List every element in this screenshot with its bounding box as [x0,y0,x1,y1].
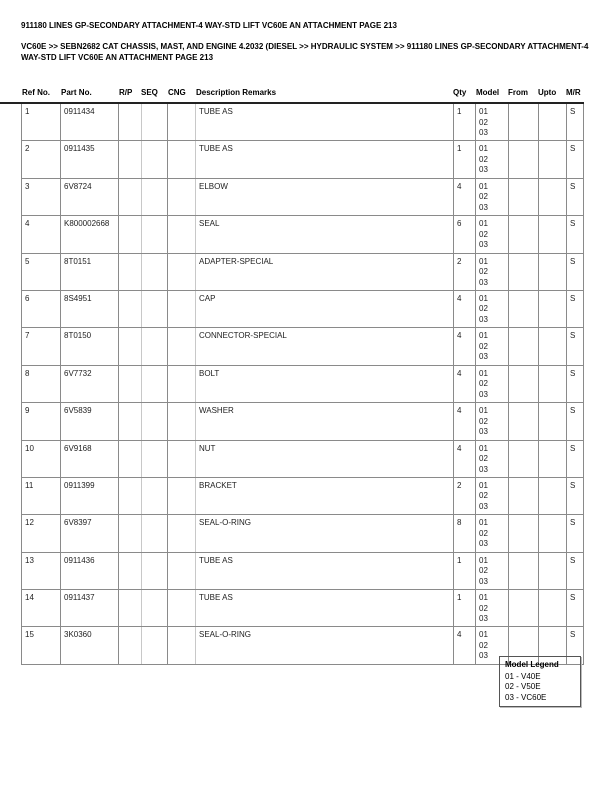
upto-cell [539,253,567,290]
from-cell [509,552,539,589]
model-code: 02 [479,379,488,389]
description-cell: TUBE AS [196,552,454,589]
rp-cell [119,440,142,477]
from-cell [509,403,539,440]
ref-no-cell: 5 [22,253,61,290]
col-header-ref: Ref No. [22,88,50,97]
cng-cell [168,178,196,215]
mr-cell: S [567,141,584,178]
seq-cell [142,104,168,141]
model-code: 02 [479,416,488,426]
part-no-cell: 8T0150 [61,328,119,365]
cng-cell [168,290,196,327]
col-header-qty: Qty [453,88,467,97]
model-code: 03 [479,576,488,586]
model-code: 03 [479,352,488,362]
table-row [22,477,584,514]
table-row [22,178,584,215]
upto-cell [539,552,567,589]
rp-cell [119,627,142,664]
description-cell: WASHER [196,403,454,440]
seq-cell [142,216,168,253]
upto-cell [539,141,567,178]
mr-cell: S [567,216,584,253]
rp-cell [119,590,142,627]
from-cell [509,477,539,514]
qty-cell: 2 [454,253,476,290]
model-cell [476,253,509,290]
cng-cell [168,141,196,178]
model-cell [476,590,509,627]
table-row [22,515,584,552]
model-code: 01 [479,406,488,416]
cng-cell [168,216,196,253]
seq-cell [142,365,168,402]
cng-cell [168,328,196,365]
mr-cell: S [567,440,584,477]
description-cell: SEAL-O-RING [196,515,454,552]
from-cell [509,290,539,327]
cng-cell [168,365,196,402]
upto-cell [539,440,567,477]
mr-cell: S [567,403,584,440]
model-code: 03 [479,128,488,137]
part-no-cell: 6V5839 [61,403,119,440]
seq-cell [142,552,168,589]
model-code: 02 [479,154,488,164]
seq-cell [142,440,168,477]
ref-no-cell: 15 [22,627,61,664]
legend-item: 02 - V50E [505,682,541,691]
part-no-cell: 6V7732 [61,365,119,402]
model-code: 02 [479,229,488,239]
from-cell [509,440,539,477]
model-code: 03 [479,464,488,474]
model-code: 03 [479,614,488,624]
model-code: 01 [479,331,488,341]
model-code: 01 [479,630,488,640]
model-code: 02 [479,267,488,277]
rp-cell [119,365,142,402]
rp-cell [119,515,142,552]
model-cell [476,328,509,365]
seq-cell [142,590,168,627]
col-header-upto: Upto [538,88,557,97]
upto-cell [539,477,567,514]
mr-cell: S [567,590,584,627]
cng-cell [168,590,196,627]
from-cell [509,141,539,178]
table-row [22,104,584,141]
seq-cell [142,477,168,514]
description-cell: CONNECTOR-SPECIAL [196,328,454,365]
model-code: 03 [479,539,488,549]
model-legend [499,656,581,707]
model-code: 03 [479,314,488,324]
ref-no-cell: 14 [22,590,61,627]
upto-cell [539,365,567,402]
model-cell [476,104,509,141]
description-cell: TUBE AS [196,141,454,178]
ref-no-cell: 10 [22,440,61,477]
part-no-cell: 6V8724 [61,178,119,215]
part-no-cell: 0911435 [61,141,119,178]
mr-cell: S [567,627,584,664]
qty-cell: 4 [454,627,476,664]
ref-no-cell: 6 [22,290,61,327]
qty-cell: 1 [454,590,476,627]
part-no-cell: K800002668 [61,216,119,253]
seq-cell [142,627,168,664]
mr-cell: S [567,515,584,552]
model-code: 03 [479,165,488,175]
description-cell: BOLT [196,365,454,402]
seq-cell [142,178,168,215]
model-code: 02 [479,304,488,314]
model-cell [476,365,509,402]
cng-cell [168,477,196,514]
rp-cell [119,141,142,178]
from-cell [509,253,539,290]
qty-cell: 4 [454,403,476,440]
table-row [22,552,584,589]
upto-cell [539,515,567,552]
cng-cell [168,104,196,141]
part-no-cell: 6V9168 [61,440,119,477]
table-row [22,216,584,253]
part-no-cell: 0911436 [61,552,119,589]
table-row [22,328,584,365]
rp-cell [119,178,142,215]
col-header-desc: Description Remarks [196,88,277,97]
description-cell: TUBE AS [196,104,454,141]
legend-item: 03 - VC60E [505,692,547,702]
breadcrumb: VC60E >> SEBN2682 CAT CHASSIS, MAST, AND ENGINE 4.2032 (DIESEL >> HYDRAULIC SYSTEM >> 911180 LINES GP-SECONDARY ATTACHMENT-4 WAY-STD LIFT VC60E AN ATTACHMENT PAGE 213 [21,42,589,62]
part-no-cell: 0911437 [61,590,119,627]
cng-cell [168,627,196,664]
seq-cell [142,515,168,552]
model-code: 02 [479,640,488,650]
model-cell [476,515,509,552]
table-row [22,141,584,178]
from-cell [509,178,539,215]
page-title: 911180 LINES GP-SECONDARY ATTACHMENT-4 WAY-STD LIFT VC60E AN ATTACHMENT PAGE 213 [21,21,397,30]
model-code: 02 [479,454,488,464]
model-code: 01 [479,593,488,603]
description-cell: TUBE AS [196,590,454,627]
qty-cell: 1 [454,104,476,141]
col-header-part: Part No. [61,88,92,97]
model-code: 01 [479,256,488,266]
mr-cell: S [567,328,584,365]
cng-cell [168,403,196,440]
model-code: 01 [479,107,488,116]
ref-no-cell: 1 [22,104,61,141]
legend-item: 01 - V40E [505,671,541,681]
qty-cell: 4 [454,328,476,365]
model-code: 03 [479,651,488,661]
model-code: 01 [479,293,488,303]
qty-cell: 1 [454,552,476,589]
rp-cell [119,552,142,589]
description-cell: ELBOW [196,178,454,215]
ref-no-cell: 13 [22,552,61,589]
model-code: 01 [479,480,488,490]
description-cell: SEAL-O-RING [196,627,454,664]
ref-no-cell: 4 [22,216,61,253]
from-cell [509,216,539,253]
rp-cell [119,477,142,514]
model-code: 03 [479,389,488,399]
mr-cell: S [567,477,584,514]
part-no-cell: 6V8397 [61,515,119,552]
from-cell [509,104,539,141]
model-code: 02 [479,117,488,127]
description-cell: CAP [196,290,454,327]
model-code: 01 [479,368,488,378]
rp-cell [119,216,142,253]
ref-no-cell: 12 [22,515,61,552]
description-cell: BRACKET [196,477,454,514]
cng-cell [168,515,196,552]
col-header-mr: M/R [566,88,581,97]
ref-no-cell: 11 [22,477,61,514]
model-cell [476,290,509,327]
model-code: 02 [479,491,488,501]
part-no-cell: 0911434 [61,104,119,141]
col-header-rp: R/P [119,88,133,97]
model-cell [476,440,509,477]
part-no-cell: 3K0360 [61,627,119,664]
model-code: 01 [479,181,488,191]
qty-cell: 4 [454,365,476,402]
seq-cell [142,328,168,365]
qty-cell: 4 [454,178,476,215]
col-header-cng: CNG [168,88,186,97]
ref-no-cell: 2 [22,141,61,178]
description-cell: NUT [196,440,454,477]
table-row [22,440,584,477]
qty-cell: 4 [454,290,476,327]
model-cell [476,178,509,215]
model-code: 02 [479,528,488,538]
model-cell [476,216,509,253]
model-code: 03 [479,240,488,250]
upto-cell [539,104,567,141]
mr-cell: S [567,365,584,402]
table-row [22,403,584,440]
mr-cell: S [567,552,584,589]
cng-cell [168,253,196,290]
part-no-cell: 8T0151 [61,253,119,290]
qty-cell: 8 [454,515,476,552]
model-code: 03 [479,427,488,437]
ref-no-cell: 8 [22,365,61,402]
table-row [22,365,584,402]
description-cell: SEAL [196,216,454,253]
col-header-from: From [508,88,528,97]
model-code: 01 [479,443,488,453]
table-row [22,290,584,327]
qty-cell: 2 [454,477,476,514]
model-code: 03 [479,277,488,287]
rp-cell [119,328,142,365]
description-cell: ADAPTER-SPECIAL [196,253,454,290]
mr-cell: S [567,253,584,290]
seq-cell [142,253,168,290]
cng-cell [168,440,196,477]
model-code: 02 [479,341,488,351]
part-no-cell: 0911399 [61,477,119,514]
from-cell [509,365,539,402]
qty-cell: 1 [454,141,476,178]
parts-table [21,104,584,665]
model-code: 02 [479,603,488,613]
upto-cell [539,290,567,327]
rp-cell [119,253,142,290]
upto-cell [539,328,567,365]
ref-no-cell: 7 [22,328,61,365]
part-no-cell: 8S4951 [61,290,119,327]
mr-cell: S [567,178,584,215]
model-code: 02 [479,566,488,576]
model-code: 01 [479,518,488,528]
col-header-seq: SEQ [141,88,158,97]
model-cell [476,552,509,589]
mr-cell: S [567,104,584,141]
model-code: 01 [479,555,488,565]
cng-cell [168,552,196,589]
model-code: 03 [479,202,488,212]
model-cell [476,477,509,514]
rp-cell [119,104,142,141]
upto-cell [539,178,567,215]
table-row [22,253,584,290]
from-cell [509,590,539,627]
table-row [22,590,584,627]
rp-cell [119,403,142,440]
model-code: 01 [479,219,488,229]
model-code: 03 [479,501,488,511]
ref-no-cell: 3 [22,178,61,215]
qty-cell: 4 [454,440,476,477]
col-header-model: Model [476,88,500,97]
upto-cell [539,590,567,627]
model-code: 02 [479,192,488,202]
legend-title: Model Legend [505,660,559,669]
from-cell [509,328,539,365]
seq-cell [142,141,168,178]
model-cell [476,403,509,440]
table-header [0,88,612,100]
from-cell [509,515,539,552]
rp-cell [119,290,142,327]
mr-cell: S [567,290,584,327]
upto-cell [539,403,567,440]
qty-cell: 6 [454,216,476,253]
model-cell [476,141,509,178]
seq-cell [142,290,168,327]
model-code: 01 [479,144,488,154]
upto-cell [539,216,567,253]
seq-cell [142,403,168,440]
ref-no-cell: 9 [22,403,61,440]
